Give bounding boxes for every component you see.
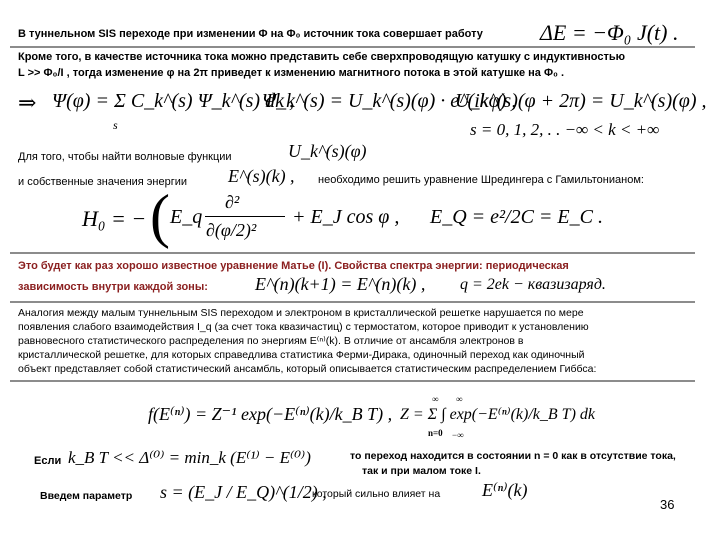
energy-formula: E^(s)(k) , — [228, 166, 295, 186]
charging-energy-formula: E_Q = e²/2C = E_C . — [430, 206, 603, 228]
analogy-line-2: появления слабого взаимодействия I_q (за счет тока квазичастиц) с термостатом, которое приводит к установлению — [18, 321, 589, 333]
analogy-line-4: кристаллической решетке, для которых справедлива статистика Ферми-Дирака, одиночный переход как одиночный — [18, 349, 585, 361]
psi-expansion-formula: Ψ(φ) = Σ C_k^(s) Ψ_k^(s) dk , — [52, 90, 294, 112]
parameter-target-formula: E⁽ⁿ⁾(k) — [482, 480, 528, 500]
derivative-numerator: ∂² — [225, 192, 240, 212]
inductance-line-1: Кроме того, в качестве источника тока можно представить себе сверхпроводящую катушку с индуктивностью — [18, 51, 625, 63]
partition-function-formula: Z = Σ ∫ exp(−E⁽ⁿ⁾(k)/k_B T) dk — [400, 406, 595, 423]
divider-2 — [10, 252, 695, 254]
parameter-note: который сильно влияет на — [312, 488, 441, 500]
if-label: Если — [34, 455, 62, 467]
schrodinger-text: необходимо решить уравнение Шредингера с Гамильтонианом: — [318, 174, 644, 186]
sum-upper-limit: ∞ — [432, 394, 439, 404]
sum-lower-limit: n=0 — [428, 428, 443, 438]
eq-symbol: E_q — [170, 206, 203, 228]
page-number: 36 — [660, 497, 675, 512]
parameter-formula: s = (E_J / E_Q)^(1/2) , — [160, 482, 327, 502]
implies-arrow: ⇒ — [18, 90, 37, 115]
derivative-denominator: ∂(φ/2)² — [206, 220, 257, 240]
periodicity-formula: U_k^(s)(φ + 2π) = U_k^(s)(φ) , — [455, 90, 707, 112]
integral-upper-limit: ∞ — [456, 394, 463, 404]
divider-1 — [10, 46, 695, 48]
hamiltonian-lhs: H₀ = − — [82, 206, 147, 231]
sum-index: s — [113, 118, 118, 132]
wavefunction-text: Для того, чтобы найти волновые функции — [18, 151, 232, 163]
header-text: В туннельном SIS переходе при изменении Φ на Φ₀ источник тока совершает работу — [18, 28, 483, 40]
analogy-line-3: равновесного статистического распределения по энергиям E⁽ⁿ⁾(k). В отличие от ансамбля электронов в — [18, 335, 524, 347]
temperature-condition-formula: k_B T << Δ⁽⁰⁾ = min_k (E⁽¹⁾ − E⁽⁰⁾) — [68, 448, 311, 467]
energy-text: и собственные значения энергии — [18, 176, 188, 188]
mathieu-line-2: зависимость внутри каждой зоны: — [18, 281, 208, 293]
condition-note-2: так и при малом токе I. — [362, 465, 481, 477]
mathieu-periodicity-formula: E^(n)(k+1) = E^(n)(k) , — [255, 274, 426, 294]
analogy-line-1: Аналогия между малым туннельным SIS переходом и электроном в кристаллической решетке нарушается по мере — [18, 307, 584, 319]
parameter-label: Введем параметр — [40, 490, 133, 502]
mathieu-line-1: Это будет как раз хорошо известное уравнение Матье (I). Свойства спектра энергии: периодическая — [18, 260, 569, 272]
inductance-line-2: L >> Φ₀/I , тогда изменение φ на 2π приведет к изменению магнитного потока в этой катушке на Φ₀ . — [18, 67, 565, 79]
analogy-line-5: объект представляет собой статистический ансамбль, который описывается статистическим распределением Гиббса: — [18, 363, 597, 375]
left-paren: ( — [150, 183, 170, 249]
integral-lower-limit: −∞ — [452, 430, 464, 440]
condition-note-1: то переход находится в состоянии n = 0 как в отсутствие тока, — [350, 450, 676, 462]
index-range-formula: s = 0, 1, 2, . . −∞ < k < +∞ — [470, 120, 660, 139]
quasicharge-formula: q = 2ek − квазизаряд. — [460, 276, 606, 293]
gibbs-distribution-formula: f(E⁽ⁿ⁾) = Z⁻¹ exp(−E⁽ⁿ⁾(k)/k_B T) , — [148, 404, 393, 424]
bloch-function-formula: Ψ_k^(s) = U_k^(s)(φ) · e^(ikφ) , — [262, 90, 517, 112]
wavefunction-formula: U_k^(s)(φ) — [288, 141, 367, 161]
divider-3 — [10, 301, 695, 303]
work-formula: ΔE = −Φ₀ J(t) . — [540, 20, 679, 45]
fraction-bar — [205, 216, 285, 217]
divider-4 — [10, 380, 695, 382]
hamiltonian-tail: + E_J cos φ , — [292, 206, 400, 228]
